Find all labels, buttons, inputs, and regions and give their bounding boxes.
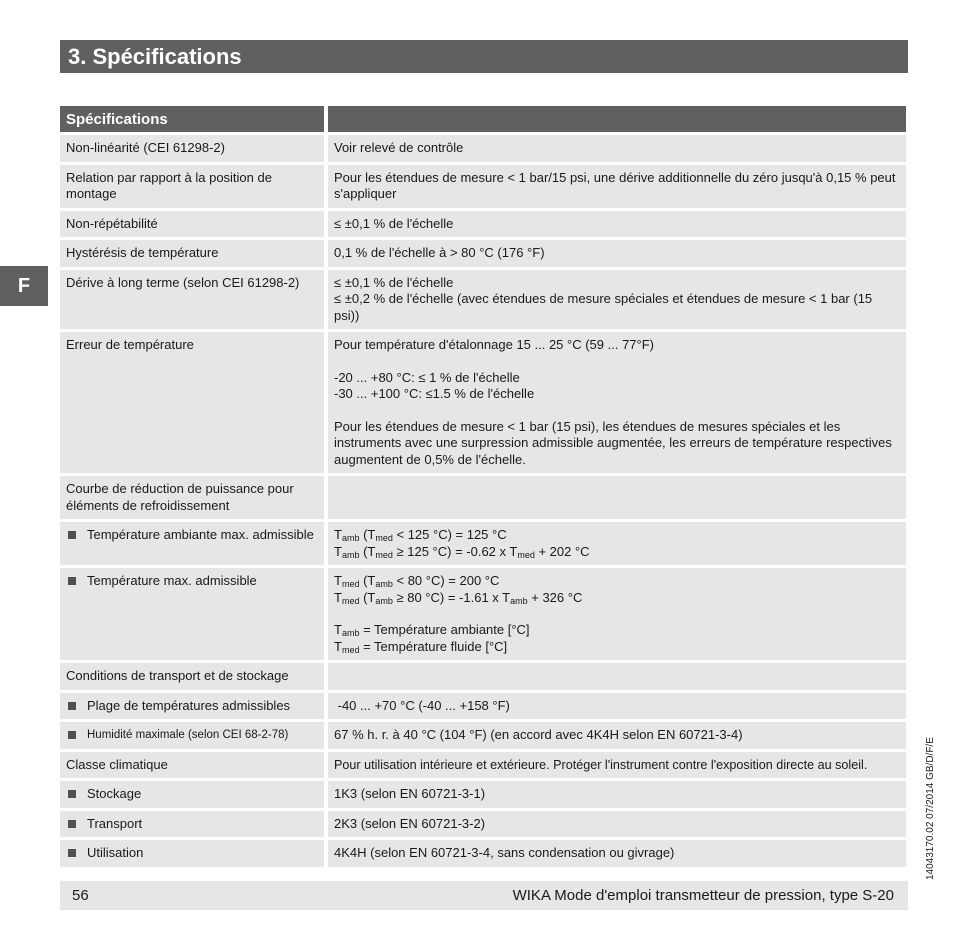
row-label	[60, 719, 328, 749]
formula-line: $T_{amb}$ ($T_{med} \ge 125$ °C) = -0.62 x $T_{med} + 202$ °C	[334, 543, 590, 560]
row-value: -40 ... +70 °C (-40 ... +158 °F)	[328, 690, 906, 720]
table-row	[60, 808, 906, 838]
table-row	[60, 660, 906, 690]
value-line: Pour température d'étalonnage 15 ... 25 °C (59 ... 77°F)	[334, 337, 655, 352]
table-header-label: Spécifications	[60, 106, 328, 132]
table-row	[60, 162, 906, 208]
value-line: -30 ... +100 °C: ≤1.5 % de l'échelle	[334, 386, 535, 401]
table-row	[60, 473, 906, 519]
sub-label: Utilisation	[87, 845, 144, 860]
sub-label: Stockage	[87, 786, 142, 801]
page-footer	[60, 881, 908, 910]
bullet-square-icon	[68, 731, 76, 739]
sub-label: Transport	[87, 815, 143, 831]
value-line: Pour les étendues de mesure < 1 bar (15 psi), les étendues de mesures spéciales et les instruments avec une surpression admissible augmentée, les erreurs de température respectives augmentent de 0,5% de l'échelle.	[334, 418, 892, 467]
definition-line: $T_{amb}$ = Température ambiante [°C]	[334, 622, 530, 638]
table-row	[60, 719, 906, 749]
row-label: Hystérésis de température	[60, 237, 328, 267]
row-label: Courbe de réduction de puissance pour éléments de refroidissement	[60, 473, 328, 519]
row-value	[328, 519, 906, 565]
row-label	[60, 690, 328, 720]
row-label: Relation par rapport à la position de montage	[60, 162, 328, 208]
language-tab: F	[0, 266, 48, 306]
document-code: 14043170.02 07/2014 GB/D/F/E	[925, 737, 936, 880]
row-value	[328, 473, 906, 519]
formula-line: $T_{med}$ ($T_{amb} < 80$ °C) = 200 °C	[334, 573, 500, 589]
bullet-square-icon	[68, 790, 76, 798]
row-label	[60, 808, 328, 838]
row-value: 1K3 (selon EN 60721-3-1)	[328, 778, 906, 808]
sub-label: Humidité maximale (selon CEI 68-2-78)	[87, 729, 289, 741]
footer-document-title: WIKA Mode d'emploi transmetteur de pression, type S-20	[512, 887, 894, 904]
row-value: 0,1 % de l'échelle à > 80 °C (176 °F)	[328, 237, 906, 267]
bullet-square-icon	[68, 849, 76, 857]
definition-line: $T_{med}$ = Température fluide [°C]	[334, 638, 508, 655]
table-header-row	[60, 106, 906, 132]
table-row	[60, 690, 906, 720]
table-row	[60, 749, 906, 779]
formula-line: $T_{med}$ ($T_{amb} \ge 80$ °C) = -1.61 x $T_{amb} + 326$ °C	[334, 589, 583, 606]
table-row	[60, 519, 906, 565]
table-row	[60, 778, 906, 808]
row-label	[60, 565, 328, 660]
sub-label: Plage de températures admissibles	[87, 697, 291, 713]
sub-label: Température max. admissible	[87, 573, 257, 588]
row-value: Pour utilisation intérieure et extérieure. Protéger l'instrument contre l'exposition directe au soleil.	[328, 749, 906, 779]
row-label	[60, 519, 328, 565]
row-label: Non-répétabilité	[60, 208, 328, 238]
row-value	[328, 267, 906, 330]
table-row	[60, 208, 906, 238]
table-row	[60, 329, 906, 473]
row-value	[328, 565, 906, 660]
table-row	[60, 132, 906, 162]
row-label: Dérive à long terme (selon CEI 61298-2)	[60, 267, 328, 330]
row-label	[60, 778, 328, 808]
row-value: ≤ ±0,1 % de l'échelle	[328, 208, 906, 238]
row-value: Voir relevé de contrôle	[328, 132, 906, 162]
page-title: 3. Spécifications	[68, 44, 242, 69]
row-value: 67 % h. r. à 40 °C (104 °F) (en accord avec 4K4H selon EN 60721-3-4)	[328, 719, 906, 749]
specifications-table	[60, 106, 906, 867]
bullet-square-icon	[68, 820, 76, 828]
row-value	[328, 660, 906, 690]
table-row	[60, 837, 906, 867]
row-label	[60, 837, 328, 867]
row-label: Erreur de température	[60, 329, 328, 473]
row-value: 2K3 (selon EN 60721-3-2)	[328, 808, 906, 838]
table-header-value	[328, 106, 906, 132]
table-row	[60, 237, 906, 267]
section-title-bar	[60, 40, 908, 73]
formula-line: $T_{amb}$ ($T_{med} < 125$ °C) = 125 °C	[334, 527, 507, 543]
row-label: Conditions de transport et de stockage	[60, 660, 328, 690]
value-line: ≤ ±0,2 % de l'échelle (avec étendues de mesure spéciales et étendues de mesure < 1 bar (15 psi))	[334, 291, 873, 323]
row-label: Classe climatique	[60, 749, 328, 779]
table-row	[60, 565, 906, 660]
sub-label: Température ambiante max. admissible	[87, 527, 314, 542]
bullet-square-icon	[68, 531, 76, 539]
table-row	[60, 267, 906, 330]
bullet-square-icon	[68, 577, 76, 585]
row-value: Pour les étendues de mesure < 1 bar/15 psi, une dérive additionnelle du zéro jusqu'à 0,15 % peut s'appliquer	[328, 162, 906, 208]
page-number: 56	[72, 887, 89, 904]
row-value: 4K4H (selon EN 60721-3-4, sans condensation ou givrage)	[328, 837, 906, 867]
value-line: -20 ... +80 °C: ≤ 1 % de l'échelle	[334, 369, 520, 385]
row-value	[328, 329, 906, 473]
value-line: ≤ ±0,1 % de l'échelle	[334, 274, 454, 290]
row-label: Non-linéarité (CEI 61298-2)	[60, 132, 328, 162]
bullet-square-icon	[68, 702, 76, 710]
